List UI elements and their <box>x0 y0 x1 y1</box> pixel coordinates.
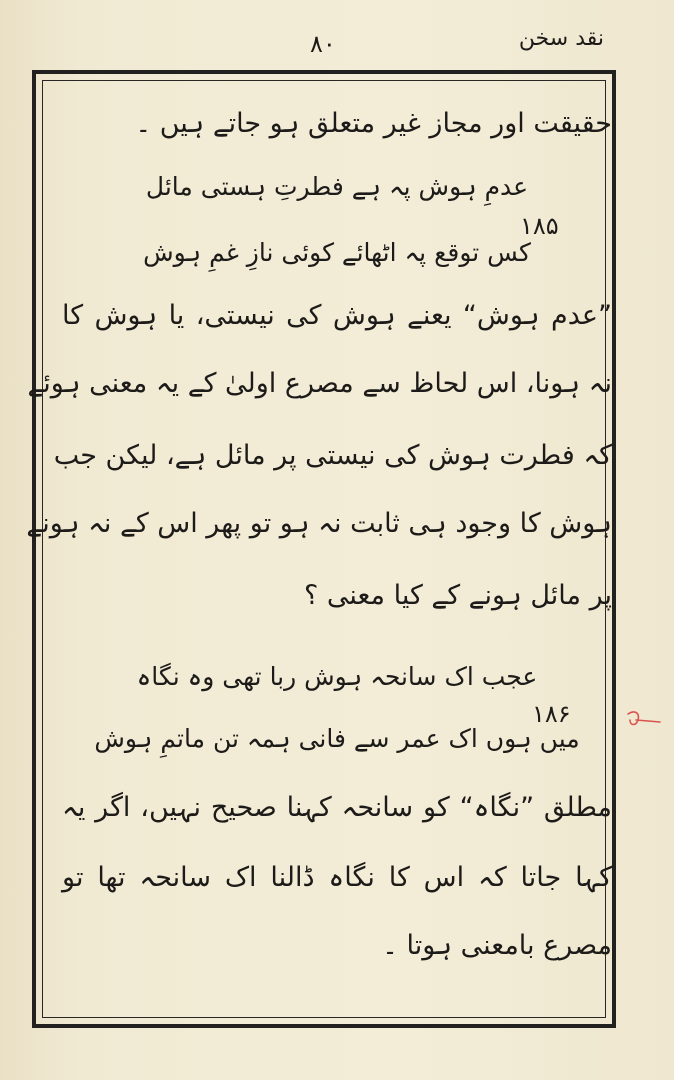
commentary-185-line-5: پر مائل ہونے کے کیا معنی ؟ <box>303 580 612 611</box>
commentary-185-line-3: کہ فطرت ہوش کی نیستی پر مائل ہے، لیکن جب <box>53 440 612 471</box>
pencil-mark-icon <box>624 706 664 736</box>
commentary-185-line-4: ہوش کا وجود ہی ثابت نہ ہو تو پھر اس کے نہ ہونے <box>26 508 612 539</box>
verse-185-line-2: کس توقع پہ اٹھائے کوئی نازِ غمِ ہوش <box>143 238 531 267</box>
running-title: نقد سخن <box>518 26 604 51</box>
verse-186-line-2: میں ہوں اک عمر سے فانی ہمہ تن ماتمِ ہوش <box>94 724 580 753</box>
commentary-185-line-1: ”عدم ہوش“ یعنے ہوش کی نیستی، یا ہوش کا <box>62 300 612 331</box>
verse-number-185: ۱۸۵ <box>520 212 559 240</box>
page-number: ٨٠ <box>310 30 336 58</box>
verse-185-line-1: عدمِ ہوش پہ ہے فطرتِ ہستی مائل <box>145 172 529 201</box>
text-line-intro: حقیقت اور مجاز غیر متعلق ہو جاتے ہیں ۔ <box>135 108 612 139</box>
verse-number-186: ۱۸۶ <box>532 700 571 728</box>
commentary-186-line-1: مطلق ”نگاہ“ کو سانحہ کہنا صحیح نہیں، اگر یہ <box>62 792 612 823</box>
verse-186-line-1: عجب اک سانحہ ہوش ربا تھی وہ نگاہ <box>136 662 538 691</box>
commentary-186-line-3: مصرع بامعنی ہوتا ۔ <box>382 930 612 961</box>
commentary-186-line-2: کہا جاتا کہ اس کا نگاہ ڈالنا اک سانحہ تھا تو <box>62 862 612 893</box>
commentary-185-line-2: نہ ہونا، اس لحاظ سے مصرع اولیٰ کے یہ معنی ہوئے <box>27 368 612 399</box>
